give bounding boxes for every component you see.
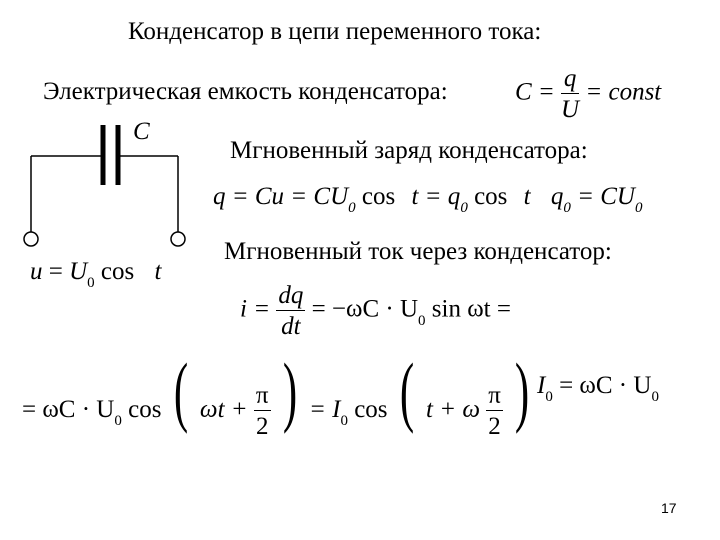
current-formula-expanded [22,347,535,441]
fraction-denominator: 2 [255,413,269,441]
voltage-t: t [154,258,162,285]
capacitance-formula [515,66,661,122]
fraction-denominator: U [561,96,580,123]
amplitude-subscript: 0 [545,389,553,405]
expanded-subscript: 0 [340,413,348,429]
current-rhs: sin ωt = [431,295,511,323]
charge-cos: cos [361,183,396,210]
current-rhs: = −ωC · U [311,295,419,323]
slide-title: Конденсатор в цепи переменного тока: [128,18,542,45]
expanded-part: = ωC · U [22,396,115,423]
voltage-cos: cos [100,258,135,285]
fraction-numerator: π [488,382,501,410]
charge-part: t = q [411,183,461,210]
fraction-q-over-u [561,66,579,122]
voltage-amplitude: U [69,258,88,285]
charge-formula [213,183,643,216]
voltage-equals: = [48,258,63,285]
expanded-t: t + ω [426,396,480,423]
formula-lhs: C = [515,78,555,106]
voltage-subscript: 0 [87,275,95,291]
fraction-pi-over-2 [254,383,271,439]
formula-rhs: = const [585,78,662,106]
capacitor-label: C [133,118,150,145]
right-paren: ) [282,347,297,434]
voltage-formula [30,258,162,291]
fraction-numerator: dq [278,282,304,309]
charge-part: q = Cu = CU [213,183,349,210]
charge-subscript: 0 [460,200,468,216]
current-formula [240,283,511,339]
current-subscript: 0 [418,312,426,329]
amplitude-i: I [537,372,546,399]
current-lhs: i = [240,295,271,323]
left-paren: ( [399,347,414,434]
current-amplitude-formula [537,372,659,405]
right-terminal [171,232,185,246]
fraction-numerator: q [561,66,579,94]
left-paren: ( [173,347,188,434]
charge-amplitude: q [550,183,564,210]
expanded-part: = I [309,396,341,423]
fraction-denominator: 2 [488,413,501,441]
expanded-cos: cos [128,396,162,423]
fraction-dq-dt [276,283,305,339]
charge-t: t [523,183,531,210]
amplitude-subscript: 0 [651,389,659,405]
page-number: 17 [661,500,677,516]
right-paren: ) [514,347,530,434]
amplitude-rhs: = ωC · U [559,372,652,399]
expanded-cos: cos [354,396,388,423]
fraction-denominator: dt [281,313,301,340]
charge-subscript: 0 [563,200,571,216]
voltage-u: u [30,258,43,285]
expanded-subscript: 0 [114,413,122,429]
fraction-pi-over-2 [486,383,503,439]
left-terminal [24,232,38,246]
charge-subscript: 0 [634,200,643,216]
charge-part: = CU [577,183,635,210]
fraction-numerator: π [255,382,269,410]
capacitance-label: Электрическая емкость конденсатора: [43,78,448,105]
capacitor-circuit-diagram [15,115,205,255]
expanded-wt: ωt + [199,396,248,423]
charge-label: Мгновенный заряд конденсатора: [230,137,588,164]
charge-cos: cos [474,183,508,210]
charge-subscript: 0 [348,200,356,216]
current-label: Мгновенный ток через конденсатор: [224,238,612,265]
